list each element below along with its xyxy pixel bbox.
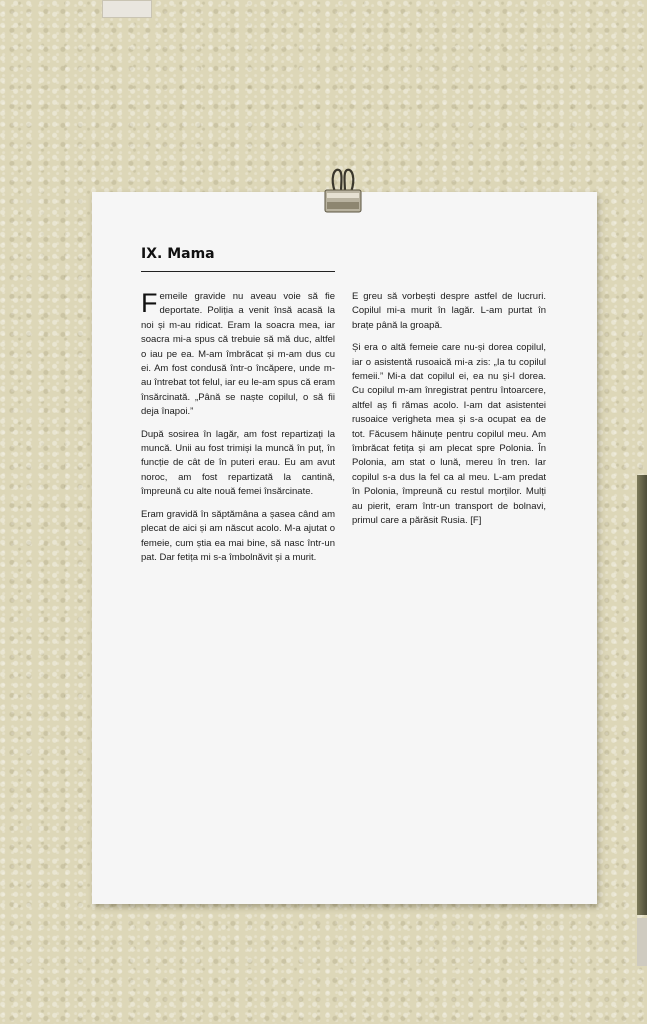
left-paragraph-2: După sosirea în lagăr, am fost repartizați la muncă. Unii au fost trimiși la muncă în puț, în funcție de cât de în puteri erau. Eu am avut noroc, am fost repartizată la cantină, împreună cu alte nouă femei însărcinate. [141, 428, 335, 498]
right-text-column [352, 290, 546, 537]
right-paragraph-2: Și era o altă femeie care nu-și dorea copilul, iar o asistentă rusoaică mi-a zis: „Ia tu copilul femeii.” Mi-a dat copilul ei, ea nu și-l dorea. Cu copilul m-am înregistrat pentru întoarcere, altfel aș fi rămas acolo. I-am dat asistentei rusoaice verigheta mea și s-a ocupat ea de tot. Făcusem hăinuțe pentru copilul meu. Am îmbrăcat fetița și am plecat spre Polonia. În Polonia, am stat o lună, mereu în tren. Iar copilul s-a dus la fel ca al meu. L-am predat în Polonia, împreună cu restul morților. Mulți au pierit, eram într-un transport de bolnavi, primul care a părăsit Rusia. [F] [352, 342, 546, 527]
poster-title: IX. Mama [141, 246, 215, 262]
left-paragraph-1-text: emeile gravide nu aveau voie să fie deportate. Poliția a venit însă acasă la noi și m-au ridicat. Eram la soacra mea, iar soacra mi-a spus că trebuie să mă duc, altfel o iau pe ea. M-am îmbrăcat și m-am dus cu ei. Am fost condusă într-o încăpere, unde m-au întrebat tot felul, iar eu le-am spus că eram însărcinată. „Până se naște copilul, o să fii deja înapoi.” [141, 291, 335, 418]
left-paragraph-1 [141, 290, 335, 420]
adjacent-poster-edge [637, 475, 647, 915]
wall-paper-scrap [102, 0, 152, 18]
adjacent-poster-corner [637, 918, 647, 966]
right-paragraph-1: E greu să vorbești despre astfel de lucruri. Copilul mi-a murit în lagăr. L-am purtat în brațe până la groapă. [352, 291, 546, 331]
left-paragraph-3: Eram gravidă în săptămâna a șasea când am plecat de aici și am născut acolo. M-a ajutat o femeie, cum știa ea mai bine, să nasc într-un pat. Dar fetița mi s-a îmbolnăvit și a murit. [141, 508, 335, 563]
title-underline [141, 271, 335, 272]
drop-cap: F [141, 288, 158, 318]
left-text-column [141, 290, 335, 573]
binder-clip-icon [322, 164, 364, 214]
poster-sheet [92, 192, 597, 904]
